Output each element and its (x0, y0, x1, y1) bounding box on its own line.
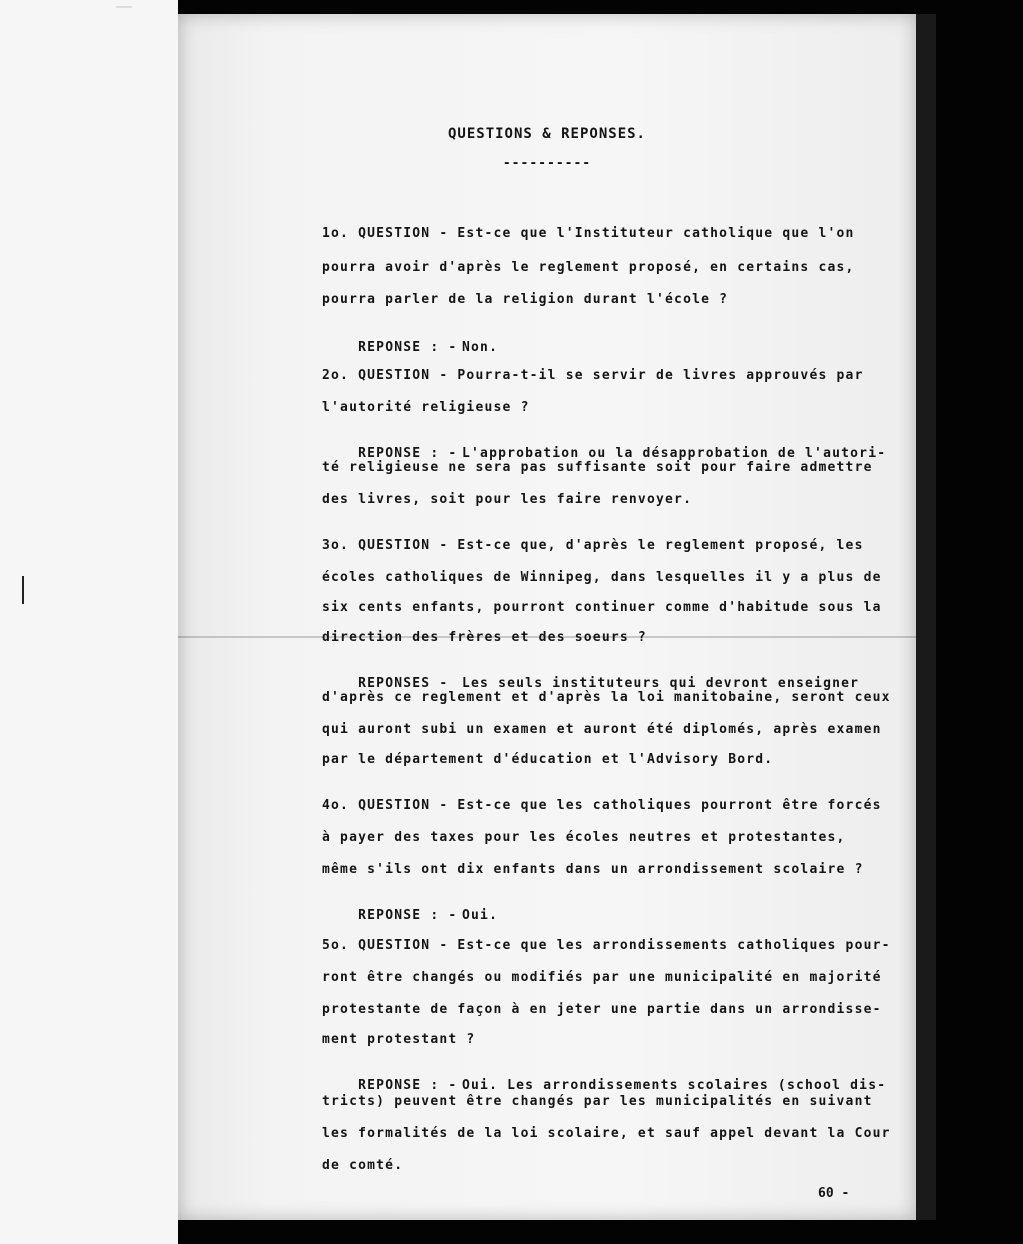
q4-line-3: même s'ils ont dix enfants dans un arrondissement scolaire ? (322, 862, 864, 877)
q4-line-1: 4o. QUESTION - Est-ce que les catholiques pourront être forcés (322, 798, 882, 813)
q4-answer-row (322, 892, 499, 940)
q1-line-2: pourra avoir d'après le reglement proposé, en certains cas, (322, 260, 855, 275)
q5-line-4: ment protestant ? (322, 1032, 476, 1047)
q1-line-1: 1o. QUESTION - Est-ce que l'Instituteur catholique que l'on (322, 226, 855, 241)
q3-line-2: écoles catholiques de Winnipeg, dans lesquelles il y a plus de (322, 570, 882, 585)
q5-answer-line-2: tricts) peuvent être changés par les municipalités en suivant (322, 1094, 873, 1109)
title-underline: ---------- (502, 156, 592, 171)
q3-line-1: 3o. QUESTION - Est-ce que, d'après le reglement proposé, les (322, 538, 864, 553)
answer-text: Oui. (462, 908, 499, 923)
answer-label: REPONSES - (358, 676, 449, 691)
q3-line-4: direction des frères et des soeurs ? (322, 630, 647, 645)
q5-line-3: protestante de façon à en jeter une partie dans un arrondisse- (322, 1002, 882, 1017)
q3-answer-line-2: d'après ce reglement et d'après la loi manitobaine, seront ceux (322, 690, 891, 705)
answer-label: REPONSE : - (358, 1078, 458, 1093)
q5-line-2: ront être changés ou modifiés par une municipalité en majorité (322, 970, 882, 985)
right-page-edge (916, 14, 936, 1220)
q5-answer-line-3: les formalités de la loi scolaire, et sauf appel devant la Cour (322, 1126, 891, 1141)
answer-label: REPONSE : - (358, 340, 458, 355)
answer-text: Non. (462, 340, 499, 355)
page-title: QUESTIONS & REPONSES. (447, 126, 646, 142)
top-mark (116, 6, 132, 8)
q5-line-1: 5o. QUESTION - Est-ce que les arrondissements catholiques pour- (322, 938, 891, 953)
left-margin (0, 0, 178, 1244)
q1-line-3: pourra parler de la religion durant l'école ? (322, 292, 729, 307)
q3-answer-line-3: qui auront subi un examen et auront été diplomés, après examen (322, 722, 882, 737)
q3-line-3: six cents enfants, pourront continuer comme d'habitude sous la (322, 600, 882, 615)
q2-line-1: 2o. QUESTION - Pourra-t-il se servir de livres approuvés par (322, 368, 864, 383)
q2-answer-line-3: des livres, soit pour les faire renvoyer. (322, 492, 693, 507)
document-page (178, 14, 916, 1220)
q2-line-2: l'autorité religieuse ? (322, 400, 530, 415)
q4-line-2: à payer des taxes pour les écoles neutres et protestantes, (322, 830, 846, 845)
page-number: 60 - (818, 1186, 850, 1201)
answer-text: L'approbation ou la désapprobation de l'autori- (462, 446, 887, 461)
margin-mark (22, 576, 24, 604)
q5-answer-line-4: de comté. (322, 1158, 404, 1173)
q2-answer-line-2: té religieuse ne sera pas suffisante soit pour faire admettre (322, 460, 873, 475)
answer-text: Les seuls instituteurs qui devront enseigner (462, 676, 860, 691)
answer-label: REPONSE : - (358, 446, 458, 461)
answer-text: Oui. Les arrondissements scolaires (school dis- (462, 1078, 887, 1093)
q1-answer-row (322, 324, 499, 372)
answer-label: REPONSE : - (358, 908, 458, 923)
q3-answer-line-4: par le département d'éducation et l'Advisory Bord. (322, 752, 774, 767)
